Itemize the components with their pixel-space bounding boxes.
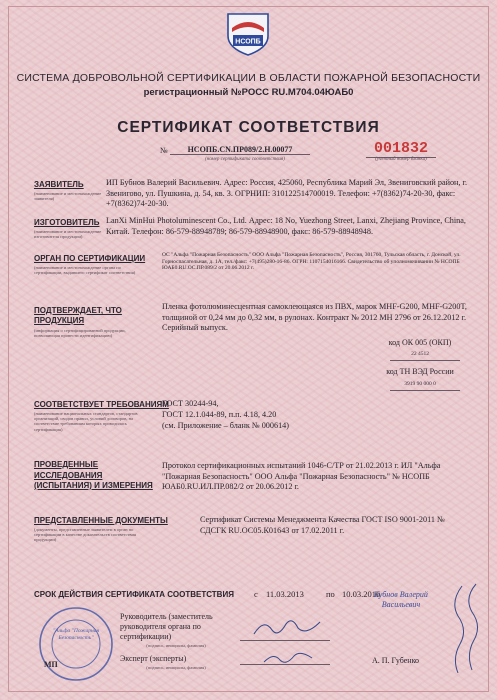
blank-serial-caption: (учетный номер бланка) [375, 157, 427, 162]
certificate-number-caption: (номер сертификата соответствия) [205, 157, 285, 162]
manufacturer-label: ИЗГОТОВИТЕЛЬ [34, 218, 100, 227]
manufacturer-sub: (наименование и местонахождение изготовителя продукции) [34, 229, 102, 240]
head-sub: (подпись, инициалы, фамилия) [146, 643, 206, 648]
expert-name: А. П. Губенко [372, 656, 420, 665]
documents-sub: (документы, представленные заявителем в орган по сертификации в качестве доказательств соответствия продукции) [34, 527, 137, 543]
head-name: Бубнов Валерий Васильевич [374, 590, 428, 609]
logo-text: НСОПБ [235, 38, 261, 46]
blank-serial-number: 001832 [366, 140, 436, 158]
studies-label: ПРОВЕДЕННЫЕ ИССЛЕДОВАНИЯ (ИСПЫТАНИЯ) И ИЗМЕРЕНИЯ [34, 460, 153, 490]
mp-label: МП [44, 660, 58, 669]
studies-text: Протокол сертификационных испытаний 1046-С/ТР от 21.02.2013 г. ИЛ "Альфа "Пожарная Безопасность" ООО Альфа "Пожарная Безопасность" № НСОПБ ЮАБ0.RU.ИЛ.ПР.082/2 от 20.06.2012 г. [162, 461, 441, 492]
number-label: № [160, 146, 168, 155]
requirements-line-1: ГОСТ 30244-94, [162, 399, 219, 408]
validity-from: 11.03.2013 [266, 589, 304, 599]
okp-code-label: код ОК 005 (ОКП) [388, 338, 452, 347]
stamp-text: "Альфа "Пожарная Безопасность" [52, 628, 100, 641]
tnved-code-label: код ТН ВЭД России [386, 367, 454, 376]
validity-to-label: по [326, 589, 335, 599]
manufacturer-text: LanXi MinHui Photoluminescent Co., Ltd. Адрес: 18 No, Yuezhong Street, Lanxi, Zhejiang Province, China, Китай. Телефон: 86-579-88948789; 86-579-88948900, факс: 86-579-88948948. [106, 216, 466, 236]
round-stamp [36, 604, 116, 684]
system-title: СИСТЕМА ДОБРОВОЛЬНОЙ СЕРТИФИКАЦИИ В ОБЛАСТИ ПОЖАРНОЙ БЕЗОПАСНОСТИ [16, 72, 481, 84]
certificate-title: СЕРТИФИКАТ СООТВЕТСТВИЯ [117, 119, 380, 136]
requirements-line-2: ГОСТ 12.1.044-89, п.п. 4.18, 4.20 [162, 410, 277, 419]
documents-label: ПРЕДСТАВЛЕННЫЕ ДОКУМЕНТЫ [34, 516, 168, 525]
applicant-text: ИП Бубнов Валерий Васильевич. Адрес: Россия, 425060, Республика Марий Эл, Звениговский район, г. Звенигово, ул. Пушкина, д. 54, кв. 3. ОГРНИП: 310122514700019. Телефон: +7(8362)74-20-30, факс: +7(8362)74-20-30. [106, 178, 468, 209]
requirements-sub: (наименование национальных стандартов, стандартов организаций, сводов правил, условий договоров, на соответствие требованиям которых проводилась сертификация) [34, 411, 138, 432]
head-label: Руководитель (заместитель руководителя органа по сертификации) [120, 612, 213, 641]
registration-number: регистрационный №РОСС RU.M704.04ЮАБ0 [143, 87, 354, 98]
validity-from-label: с [254, 589, 258, 599]
certificate-number: НСОПБ.CN.ПР089/2.Н.00077 [170, 145, 310, 155]
requirements-label: СООТВЕТСТВУЕТ ТРЕБОВАНИЯМ [34, 400, 169, 409]
validity-label: СРОК ДЕЙСТВИЯ СЕРТИФИКАТА СООТВЕТСТВИЯ [34, 590, 234, 599]
confirms-product-label: ПОДТВЕРЖДАЕТ, ЧТО ПРОДУКЦИЯ [34, 306, 122, 325]
head-signature [250, 612, 330, 642]
applicant-label: ЗАЯВИТЕЛЬ [34, 180, 84, 189]
documents-text: Сертификат Системы Менеджмента Качества ГОСТ ISO 9001-2011 № СДСГК RU.ОС05.К01643 от 17.02.2011 г. [200, 515, 445, 535]
expert-label: Эксперт (эксперты) [120, 654, 187, 663]
product-description: Пленка фотолюминесцентная самоклеющаяся из ПВХ, марок MHF-G200, MHF-G200T, толщиной от 0,24 мм до 0,32 мм, в рулонах. Контракт № 2012 МН 2796 от 26.12.2012 г. Серийный выпуск. [162, 302, 467, 333]
okp-underline [390, 360, 460, 361]
expert-signature [260, 648, 320, 668]
confirms-product-sub: (информация о сертифицированной продукции, позволяющая провести идентификацию) [34, 328, 126, 339]
requirements-line-3: (см. Приложение – бланк № 000614) [162, 421, 290, 430]
nsopb-logo [220, 8, 276, 58]
tnved-underline [390, 390, 460, 391]
applicant-sub: (наименование и местонахождение заявителя) [34, 191, 102, 202]
expert-sub: (подпись, инициалы, фамилия) [146, 665, 206, 670]
certification-body-label: ОРГАН ПО СЕРТИФИКАЦИИ [34, 254, 146, 263]
okp-code-value: 22 4512 [411, 351, 429, 357]
certification-body-text: ОС "Альфа "Пожарная Безопасность" ООО Альфа "Пожарная Безопасность", Россия, 301760, Тульская область, г. Донской, ул. Горноспасательная, д. 1А, тел./факс: +7(495)280-16-86. ОГРН: 1107154016166. Свидетельство об уполномочивании № НСОПБ ЮАБ0.RU.ОС.ПР.089/2 от 20.06.2012 г. [162, 252, 461, 272]
handwritten-note [448, 578, 488, 678]
validity-to: 10.03.2016 [342, 589, 381, 599]
tnved-code-value: 3919 90 000 0 [404, 381, 436, 387]
certification-body-sub: (наименование и местонахождение органа по сертификации, выдавшего сертификат соответствия) [34, 265, 136, 276]
